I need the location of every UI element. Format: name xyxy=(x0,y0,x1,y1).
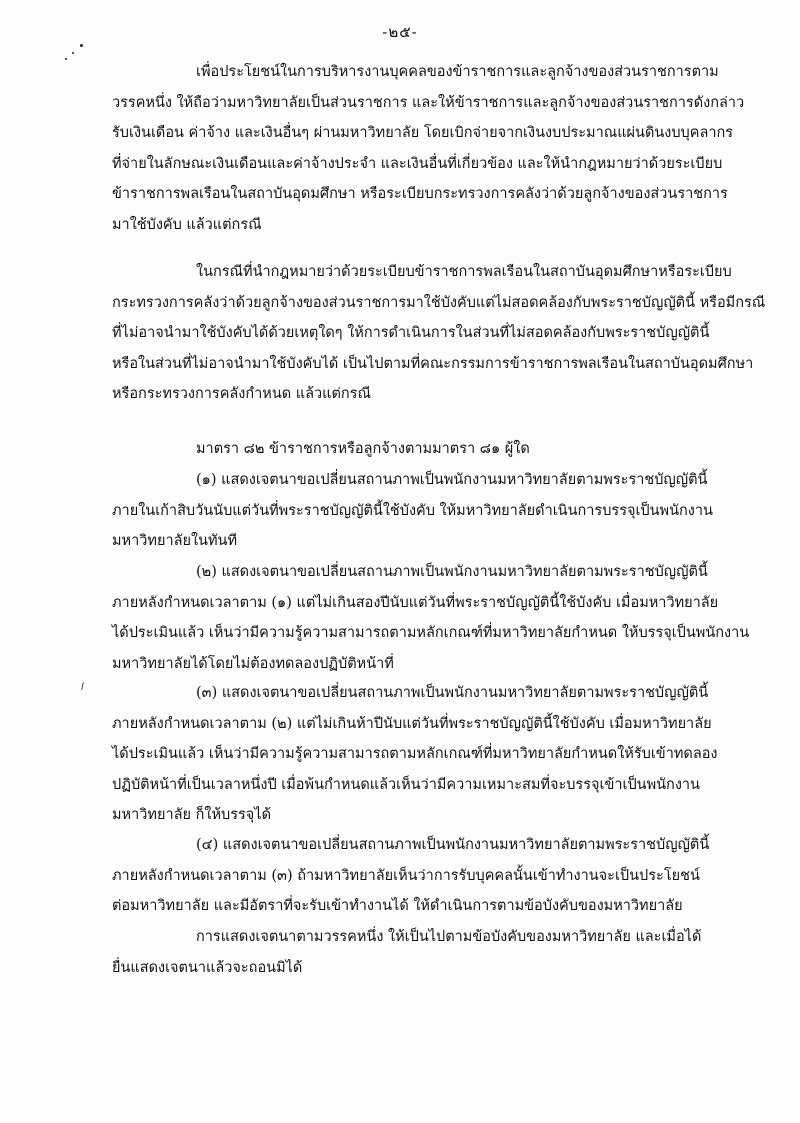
text-line: วรรคหนึ่ง ให้ถือว่ามหาวิทยาลัยเป็นส่วนราชการ และให้ข้าราชการและลูกจ้างของส่วนราชการดังกล่าว xyxy=(112,94,745,111)
text-line: การแสดงเจตนาตามวรรคหนึ่ง ให้เป็นไปตามข้อบังคับของมหาวิทยาลัย และเมื่อได้ xyxy=(196,929,702,945)
text-line: ได้ประเมินแล้ว เห็นว่ามีความรู้ความสามารถตามหลักเกณฑ์ที่มหาวิทยาลัยกำหนดให้รับเข้าทดลอง xyxy=(112,746,718,763)
text-line: มาตรา ๘๒ ข้าราชการหรือลูกจ้างตามมาตรา ๘๑ ผู้ใด xyxy=(196,441,530,457)
text-line: มหาวิทยาลัย ก็ให้บรรจุได้ xyxy=(112,807,271,824)
text-line: หรือในส่วนที่ไม่อาจนำมาใช้บังคับได้ เป็นไปตามที่คณะกรรมการข้าราชการพลเรือนในสถาบันอุดมศึกษา xyxy=(112,355,754,372)
section-heading xyxy=(112,434,684,465)
text-line: ภายในเก้าสิบวันนับแต่วันที่พระราชบัญญัตินี้ใช้บังคับ ให้มหาวิทยาลัยดำเนินการบรรจุเป็นพนักงาน xyxy=(112,502,713,519)
page-number: -๒๕- xyxy=(382,23,418,41)
text-line: (๑) แสดงเจตนาขอเปลี่ยนสถานภาพเป็นพนักงานมหาวิทยาลัยตามพระราชบัญญัตินี้ xyxy=(196,472,708,488)
text-line: ยื่นแสดงเจตนาแล้วจะถอนมิได้ xyxy=(112,959,303,976)
closing-paragraph xyxy=(112,922,702,983)
text-line: ภายหลังกำหนดเวลาตาม (๓) ถ้ามหาวิทยาลัยเห็นว่าการรับบุคคลนั้นเข้าทำงานจะเป็นประโยชน์ xyxy=(112,867,700,884)
text-line: (๓) แสดงเจตนาขอเปลี่ยนสถานภาพเป็นพนักงานมหาวิทยาลัยตามพระราชบัญญัตินี้ xyxy=(196,685,709,701)
scan-specks xyxy=(62,44,92,74)
text-line: ภายหลังกำหนดเวลาตาม (๒) แต่ไม่เกินห้าปีนับแต่วันที่พระราชบัญญัตินี้ใช้บังคับ เมื่อมหาวิทยาลัย xyxy=(112,715,712,732)
text-line: ในกรณีที่นำกฎหมายว่าด้วยระเบียบข้าราชการพลเรือนในสถาบันอุดมศึกษาหรือระเบียบ xyxy=(196,264,732,280)
text-line: เพื่อประโยชน์ในการบริหารงานบุคคลของข้าราชการและลูกจ้างของส่วนราชการตาม xyxy=(196,64,719,80)
text-line: ปฏิบัติหน้าที่เป็นเวลาหนึ่งปี เมื่อพ้นกำหนดแล้วเห็นว่ามีความเหมาะสมที่จะบรรจุเข้าเป็นพนักงาน xyxy=(112,776,700,793)
clause-3 xyxy=(112,678,718,831)
text-line: กระทรวงการคลังว่าด้วยลูกจ้างของส่วนราชการมาใช้บังคับแต่ไม่สอดคล้องกับพระราชบัญญัตินี้ หรือมีกรณี xyxy=(112,294,766,311)
text-line: ได้ประเมินแล้ว เห็นว่ามีความรู้ความสามารถตามหลักเกณฑ์ที่มหาวิทยาลัยกำหนด ให้บรรจุเป็นพนักงาน xyxy=(112,625,750,642)
text-line: มหาวิทยาลัยได้โดยไม่ต้องทดลองปฏิบัติหน้าที่ xyxy=(112,655,394,672)
clause-4 xyxy=(112,830,710,922)
text-line: (๒) แสดงเจตนาขอเปลี่ยนสถานภาพเป็นพนักงานมหาวิทยาลัยตามพระราชบัญญัตินี้ xyxy=(196,564,708,580)
paragraph-2 xyxy=(112,257,766,410)
text-line: มาใช้บังคับ แล้วแต่กรณี xyxy=(112,216,262,233)
text-line: ที่จ่ายในลักษณะเงินเดือนและค่าจ้างประจำ และเงินอื่นที่เกี่ยวข้อง และให้นำกฎหมายว่าด้วยระเบียบ xyxy=(112,155,723,172)
text-line: รับเงินเดือน ค่าจ้าง และเงินอื่นๆ ผ่านมหาวิทยาลัย โดยเบิกจ่ายจากเงินงบประมาณแผ่นดินงบบุคลากร xyxy=(112,125,734,142)
clause-2 xyxy=(112,557,750,679)
text-line: ภายหลังกำหนดเวลาตาม (๑) แต่ไม่เกินสองปีนับแต่วันที่พระราชบัญญัตินี้ใช้บังคับ เมื่อมหาวิทยาลัย xyxy=(112,594,719,611)
text-line: ข้าราชการพลเรือนในสถาบันอุดมศึกษา หรือระเบียบกระทรวงการคลังว่าด้วยลูกจ้างของส่วนราชการ xyxy=(112,186,728,203)
scan-mark xyxy=(81,682,84,690)
paragraph-1 xyxy=(112,57,745,241)
text-line: มหาวิทยาลัยในทันที xyxy=(112,533,237,550)
clause-1 xyxy=(112,465,713,557)
text-line: ที่ไม่อาจนำมาใช้บังคับได้ด้วยเหตุใดๆ ให้การดำเนินการในส่วนที่ไม่สอดคล้องกับพระราชบัญญัตินี้ xyxy=(112,325,710,342)
text-line: หรือกระทรวงการคลังกำหนด แล้วแต่กรณี xyxy=(112,386,371,403)
text-line: (๔) แสดงเจตนาขอเปลี่ยนสถานภาพเป็นพนักงานมหาวิทยาลัยตามพระราชบัญญัตินี้ xyxy=(196,837,710,853)
text-line: ต่อมหาวิทยาลัย และมีอัตราที่จะรับเข้าทำงานได้ ให้ดำเนินการตามข้อบังคับของมหาวิทยาลัย xyxy=(112,898,683,915)
